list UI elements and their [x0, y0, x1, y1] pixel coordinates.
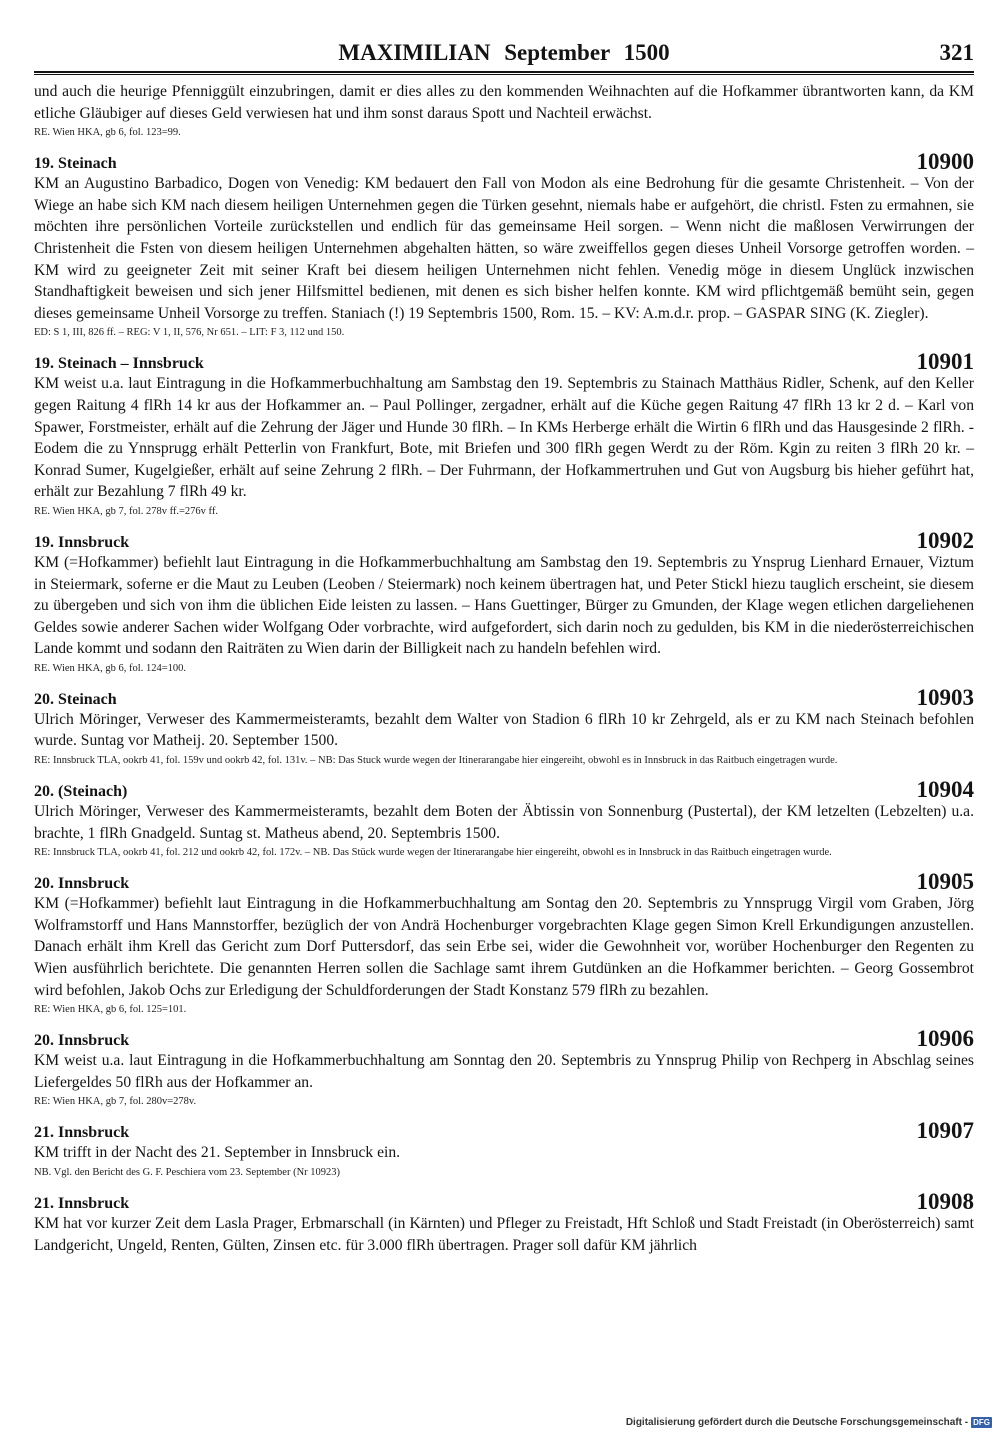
- entry-10907: [34, 1118, 974, 1179]
- entry-date: 19. Innsbruck: [34, 533, 130, 551]
- entry-number: 10901: [916, 349, 974, 375]
- page-number: 321: [939, 40, 974, 65]
- entry-date: 21. Innsbruck: [34, 1195, 130, 1212]
- entry-ref: RE. Wien HKA, gb 6, fol. 124=100.: [34, 662, 187, 674]
- entry-text: KM hat vor kurzer Zeit dem Lasla Prager, Erbmarschall (in Kärnten) und Pfleger zu Freistadt, Hft Schloß und Stadt Freistadt (in Oberösterreich) samt Landgericht, Ungeld, Renten, Gülten, Zinsen etc. für 3.000 flRh übertragen. Prager soll dafür KM jährlich: [34, 1215, 974, 1254]
- entry-10905: [34, 869, 974, 1016]
- entry-number: 10900: [916, 149, 974, 175]
- intro-section: [34, 81, 974, 139]
- entry-10906: [34, 1026, 974, 1108]
- entry-date: 20. Innsbruck: [34, 875, 130, 893]
- entry-10902: [34, 528, 974, 675]
- entry-date: 21. Innsbruck: [34, 1124, 130, 1142]
- entry-text: Ulrich Möringer, Verweser des Kammermeisteramts, bezahlt dem Walter von Stadion 6 flRh 10 kr Zehrgeld, als er zu KM nach Steinach befohlen wurde. Suntag vor Matheij. 20. September 1500.: [34, 710, 974, 750]
- entry-10908: [34, 1189, 974, 1256]
- entry-text: KM trifft in der Nacht des 21. September in Innsbruck ein.: [34, 1144, 401, 1162]
- entry-text: KM weist u.a. laut Eintragung in die Hofkammerbuchhaltung am Sonntag den 20. Septembris zu Ynnsprug Philip von Rechperg in Abschlag seines Liefergeldes 50 flRh aus der Hofkammer an.: [34, 1052, 974, 1091]
- entry-date: 20. Steinach: [34, 690, 117, 708]
- entry-ref: ED: S 1, III, 826 ff. – REG: V 1, II, 576, Nr 651. – LIT: F 3, 112 und 150.: [34, 327, 345, 339]
- entry-text: KM (=Hofkammer) befiehlt laut Eintragung in die Hofkammerbuchhaltung am Sontag den 20. Septembris zu Ynnsprugg Virgil vom Graben, Jörg Wolframstorff und Hans Mannstorffer, bezüglich der von Andrä Hochenburger vorgebrachten Klage gegen Simon Krell Erkundigungen anzustellen. Danach erhält ihm Krell das Gericht zum Dorf Puttersdorf, das sein Erbe sei, wider die Gewohnheit vor, worüber Hochenburger den Regenten zu Wien ausführlich berichtete. Die genannten Herren sollen die Sachlage samt ihrem Gutdünken an die Hofkammer berichten. – Georg Gossembrot wird befohlen, Jakob Ochs zur Erledigung der Schuldforderungen der Stadt Konstanz 579 flRh zu bezahlen.: [34, 895, 974, 999]
- entry-ref: RE: Wien HKA, gb 6, fol. 125=101.: [34, 1004, 187, 1016]
- entry-ref: RE: Innsbruck TLA, ookrb 41, fol. 212 und ookrb 42, fol. 172v. – NB. Das Stück wurde wegen der Itinerarangabe hier eingereiht, obwohl es in Innsbruck in das Raitbuch eingetragen wurde.: [34, 847, 832, 859]
- digitization-footer: [626, 1417, 992, 1428]
- intro-text: und auch die heurige Pfenniggült einzubringen, damit er dies alles zu den kommenden Weihnachten auf die Hofkammer übrantworten kann, da KM etliche Gläubiger auf dieses Geld verwiesen hat und ihm sonst daraus Spott und Nachteil erwächst.: [34, 83, 974, 122]
- entry-number: 10908: [916, 1189, 974, 1214]
- footer-credit: Digitalisierung gefördert durch die Deutsche Forschungsgemeinschaft -: [625, 1417, 969, 1428]
- entry-number: 10907: [916, 1118, 974, 1144]
- entry-10903: [34, 685, 974, 767]
- entry-text: KM weist u.a. laut Eintragung in die Hofkammerbuchhaltung am Sambstag den 19. Septembris zu Stainach Matthäus Ridler, Schenk, auf den Keller gegen Raitung 4 flRh 14 kr aus der Hofkammer an. – Paul Pollinger, zergadner, erhält auf die Küche gegen Raitung 47 flRh 13 kr 2 d. – Karl von Spawer, Forstmeister, erhält auf die Zehrung der Jäger und Hunde 30 flRh. – In KMs Herberge erhält die Wirtin 6 flRh und das Hausgesinde 2 flRh. -Eodem die zu Ynnsprugg erhält Petterlin von Frankfurt, Bote, mit Briefen und 300 flRh gegen Werdt zu der Röm. Kgin zu reiten 3 flRh 20 kr. – Konrad Sumer, Kugelgießer, erhält auf seine Zehrung 2 flRh. – Der Fuhrmann, der Hofkammertruhen und Gut von Augsburg bis hieher geführt hat, erhält zur Bezahlung 7 flRh 49 kr.: [34, 375, 974, 501]
- entry-number: 10904: [916, 777, 974, 803]
- entry-date: 20. Innsbruck: [34, 1032, 130, 1050]
- entry-10900: [34, 149, 974, 339]
- document-page: [34, 38, 974, 1256]
- page-header: [34, 38, 974, 68]
- entry-10901: [34, 349, 974, 518]
- dfg-logo-icon: DFG: [973, 1418, 990, 1427]
- entry-date: 20. (Steinach): [34, 783, 128, 801]
- entry-text: KM an Augustino Barbadico, Dogen von Venedig: KM bedauert den Fall von Modon als eine Bedrohung für die gesamte Christenheit. – Von der Wiege an habe sich KM nach diesem heiligen Unternehmen gegen die Türken gesehnt, niemals habe er aufgehört, die christl. Fsten zu ermahnen, sie möchten ihre persönlichen Vorteile zurückstellen und endlich für das gemeinsame Heil sorgen. – Wenn nicht die maßlosen Verwirrungen der Christenheit die Fsten von diesem heiligen Unternehmen abgehalten hätten, so wäre zweiffellos gegen dieses Unheil Vorsorge getroffen worden. – KM wird zu geeigneter Zeit mit seiner Kraft bei diesem heiligen Unternehmen nicht fehlen. Venedig möge in diesem Unglück inzwischen Standhaftigkeit beweisen und sich jener Hilfsmittel bedienen, mit denen es sich bisher helfen konnte. KM wird pflichtgemäß bemüht sein, gegen dieses gemeinsame Unheil Vorsorge zu treffen. Staniach (!) 19 Septembris 1500, Rom. 15. – KV: A.m.d.r. prop. – GASPAR SING (K. Ziegler).: [34, 175, 974, 322]
- entry-text: KM (=Hofkammer) befiehlt laut Eintragung in die Hofkammerbuchhaltung am Sambstag den 19. Septembris zu Ynsprug Lienhard Ernauer, Viztum in Steiermark, soferne er die Maut zu Leuben (Leoben / Steiermark) noch keinem übertragen hat, und Peter Stickl hiezu tauglich erscheint, sie diesem zu übergeben und sich von ihm die üblichen Eide leisten zu lassen. – Hans Guettinger, Bürger zu Gmunden, der Klage wegen etlichen dargeliehenen Geldes sowie anderer Sachen wider Wolfgang Oder vorbrachte, wird aufgefordert, sich darin noch zu gedulden, bis KM in die niederösterreichischen Lande kommt und sodann den Raiträten zu Wien darin der Billigkeit nach zu handeln befehlen wird.: [34, 553, 974, 658]
- entry-10904: [34, 777, 974, 859]
- running-title: MAXIMILIAN September 1500: [338, 40, 670, 65]
- entry-number: 10906: [916, 1026, 974, 1052]
- entry-ref: RE. Wien HKA, gb 7, fol. 278v ff.=276v ff.: [34, 505, 218, 517]
- entry-date: 19. Steinach: [34, 155, 117, 173]
- entry-ref: RE: Wien HKA, gb 7, fol. 280v=278v.: [34, 1096, 197, 1108]
- entry-ref: NB. Vgl. den Bericht des G. F. Peschiera vom 23. September (Nr 10923): [34, 1167, 341, 1178]
- entry-number: 10905: [916, 869, 974, 895]
- intro-ref: RE. Wien HKA, gb 6, fol. 123=99.: [34, 127, 181, 139]
- entry-date: 19. Steinach – Innsbruck: [34, 355, 204, 373]
- entry-ref: RE: Innsbruck TLA, ookrb 41, fol. 159v und ookrb 42, fol. 131v. – NB: Das Stuck wurde wegen der Itinerarangabe hier eingereiht, obwohl es in Innsbruck in das Raitbuch eingetragen wurde.: [34, 755, 838, 767]
- header-rule: [34, 71, 974, 73]
- header-rule-thin: [34, 74, 974, 75]
- entry-text: Ulrich Möringer, Verweser des Kammermeisteramts, bezahlt dem Boten der Äbtissin von Sonnenburg (Pustertal), der KM letzelten (Lebzelten) u.a. brachte, 1 flRh Gnadgeld. Suntag st. Matheus abend, 20. Septembris 1500.: [34, 803, 974, 842]
- entry-number: 10903: [916, 684, 974, 710]
- entry-number: 10902: [916, 527, 974, 553]
